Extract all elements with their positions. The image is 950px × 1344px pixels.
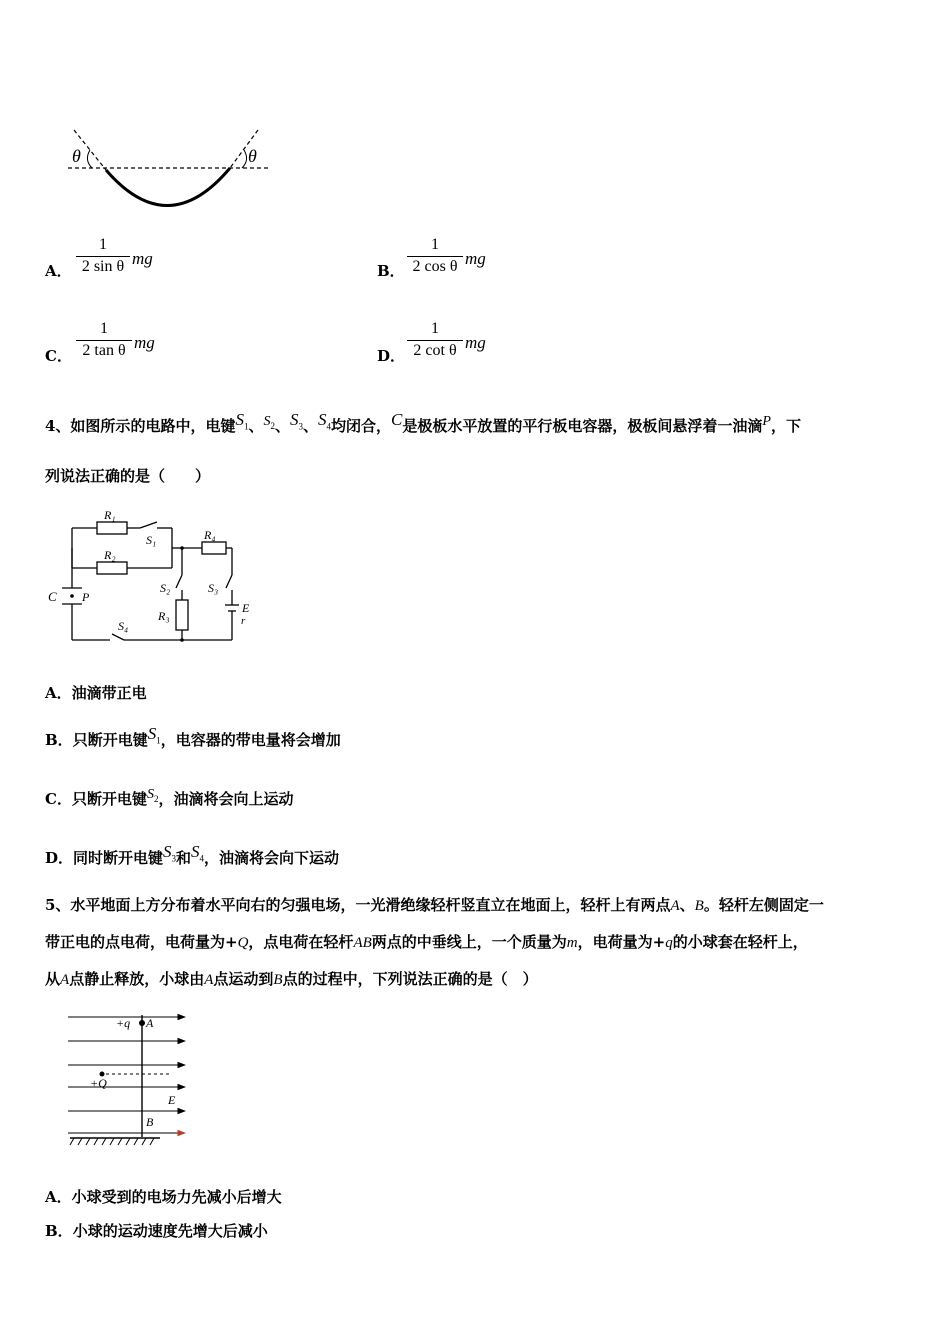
s3-letter: S	[163, 842, 172, 861]
text: 5、水平地面上方分布着水平向右的匀强电场，一光滑绝缘轻杆竖直立在地面上，轻杆上有两点	[45, 896, 671, 914]
c-symbol: C	[391, 410, 403, 429]
s3-subscript: 3	[298, 421, 303, 432]
q3-option-b-fraction	[407, 236, 463, 276]
resistor-r2	[97, 562, 127, 574]
label-r1: R₁	[104, 508, 116, 522]
switch-s1-blade	[140, 522, 157, 528]
text: 点运动到	[213, 970, 274, 988]
resistor-r3	[176, 600, 188, 630]
switch-s4-blade	[112, 634, 124, 640]
q4-option-a[interactable]	[45, 683, 147, 703]
label-plus-big-q: +Q	[90, 1076, 107, 1090]
q5-stem-line2	[45, 932, 808, 953]
fraction-denominator: 2 cos θ	[412, 258, 458, 275]
q4-stem-part3: 是极板水平放置的平行板电容器，极板间悬浮着一油滴	[402, 417, 763, 435]
ball-at-a	[139, 1020, 145, 1026]
theta-left-label: θ	[72, 146, 81, 166]
resistor-r4	[202, 542, 226, 554]
s3-symbol	[289, 410, 303, 432]
option-label: C．	[45, 790, 72, 808]
option-text-post: ，油滴将会向下运动	[204, 849, 340, 867]
s4-subscript: 4	[199, 853, 205, 864]
q3-option-d-fraction	[407, 320, 463, 360]
option-text-post: ，电容器的带电量将会增加	[160, 731, 341, 749]
text: ，点电荷在轻杆	[248, 933, 354, 951]
s1-symbol	[147, 724, 161, 746]
fraction-denominator: 2 sin θ	[81, 258, 125, 275]
rope-curve	[106, 168, 230, 206]
text: 的小球套在轻杆上，	[672, 933, 808, 951]
s4-letter: S	[191, 842, 200, 861]
label-plus-q: +q	[116, 1016, 131, 1030]
option-label: B．	[45, 731, 73, 749]
q4-stem-line2: 列说法正确的是（ ）	[45, 467, 211, 485]
s4-subscript: 4	[326, 421, 331, 432]
s3-symbol	[163, 842, 177, 864]
q4-option-c[interactable]	[45, 789, 293, 815]
label-s2: S₂	[160, 581, 171, 595]
option-text: 小球受到的电场力先减小后增大	[71, 1188, 282, 1206]
s4-symbol	[318, 410, 331, 432]
right-angle-arc	[242, 150, 247, 168]
fraction-numerator: 1	[431, 320, 439, 337]
s1-letter: S	[147, 724, 157, 743]
label-a: A	[146, 1016, 154, 1030]
s3-letter: S	[289, 410, 299, 429]
option-label: B．	[45, 1222, 73, 1240]
segment-ab: AB	[353, 935, 372, 951]
fraction-bar	[407, 340, 463, 341]
point-a: A	[204, 972, 214, 988]
q3-option-a-mg: mg	[132, 249, 153, 268]
point-b: B	[694, 898, 704, 914]
option-text-pre: 只断开电键	[72, 731, 148, 749]
label-c: C	[48, 589, 57, 604]
s4-symbol	[191, 842, 205, 864]
resistor-r1	[97, 522, 127, 534]
s2-subscript: 2	[153, 793, 159, 804]
label-r4: R₄	[204, 528, 216, 542]
label-s4: S₄	[118, 619, 129, 633]
q4-option-d[interactable]	[45, 842, 340, 874]
q3-option-c-fraction	[76, 320, 132, 360]
s2-letter: S	[146, 787, 154, 802]
q3-option-b-label[interactable]: B．	[377, 262, 405, 280]
q3-option-c-mg: mg	[134, 333, 155, 352]
label-s3: S₃	[208, 581, 219, 595]
q4-stem-part2: 均闭合，	[331, 417, 392, 435]
text: 两点的中垂线上，一个质量为	[371, 933, 567, 951]
s1-symbol	[235, 410, 249, 432]
q3-option-d-label[interactable]: D．	[377, 347, 406, 365]
electric-field-diagram	[60, 1005, 205, 1153]
option-text-post: ，油滴将会向上运动	[158, 790, 294, 808]
text: 、	[679, 896, 695, 914]
label-r3: R₃	[158, 609, 170, 623]
option-label: A．	[45, 1188, 72, 1206]
s1-subscript: 1	[243, 421, 249, 432]
q4-stem-part4: ，下	[770, 417, 801, 435]
q5-option-a[interactable]	[45, 1187, 282, 1207]
switch-s3-blade	[226, 575, 232, 588]
text: 点静止释放，小球由	[69, 970, 205, 988]
q5-option-b[interactable]	[45, 1221, 268, 1241]
q3-option-a-fraction	[76, 236, 130, 276]
option-text: 油滴带正电	[71, 684, 147, 702]
fraction-numerator: 1	[431, 236, 439, 253]
option-text-mid: 和	[176, 849, 192, 867]
fraction-bar	[76, 256, 130, 257]
separator: 、	[274, 417, 290, 435]
s2-letter: S	[263, 414, 271, 429]
q4-stem-line1	[45, 410, 801, 442]
rope-diagram	[60, 120, 280, 220]
charge-q-small: q	[665, 935, 673, 951]
label-e: E	[242, 601, 250, 615]
point-b: B	[273, 972, 283, 988]
fraction-denominator: 2 cot θ	[413, 342, 457, 359]
s1-subscript: 1	[156, 735, 161, 746]
fraction-denominator: 2 tan θ	[82, 342, 126, 359]
label-r-internal: r	[241, 615, 246, 627]
q4-stem-part1: 4、如图所示的电路中，电键	[45, 417, 236, 435]
separator: 、	[248, 417, 264, 435]
option-text-pre: 同时断开电键	[73, 849, 164, 867]
option-label: D．	[45, 849, 74, 867]
text: 。轻杆左侧固定一	[703, 896, 824, 914]
s3-subscript: 3	[171, 853, 177, 864]
q3-option-a-label[interactable]: A．	[45, 262, 72, 280]
point-a: A	[670, 898, 680, 914]
fraction-numerator: 1	[100, 320, 108, 337]
q4-option-b[interactable]	[45, 724, 341, 756]
oil-drop-dot	[70, 594, 74, 598]
point-a: A	[60, 972, 70, 988]
q3-option-d-mg: mg	[465, 333, 486, 352]
theta-right-label: θ	[248, 146, 257, 166]
text: 带正电的点电荷，电荷量为+	[45, 933, 238, 951]
s2-subscript: 2	[270, 420, 275, 431]
fraction-bar	[407, 256, 463, 257]
option-text: 小球的运动速度先增大后减小	[72, 1222, 268, 1240]
text: ，电荷量为+	[577, 933, 666, 951]
s2-symbol	[263, 414, 275, 429]
mass-m: m	[566, 935, 578, 951]
option-text-pre: 只断开电键	[71, 790, 147, 808]
s4-letter: S	[318, 410, 327, 429]
label-e: E	[168, 1093, 176, 1107]
charge-q-big: Q	[237, 935, 249, 951]
p-symbol: P	[762, 414, 771, 429]
label-b: B	[146, 1115, 154, 1129]
option-label: A．	[45, 684, 72, 702]
label-s1: S₁	[146, 533, 157, 547]
separator: 、	[302, 417, 318, 435]
text: 从	[45, 970, 61, 988]
s2-symbol	[147, 787, 159, 802]
fraction-bar	[76, 340, 132, 341]
circuit-diagram	[42, 500, 262, 650]
switch-s2-blade	[176, 575, 182, 588]
q5-stem-line3	[45, 969, 538, 990]
label-r2: R₂	[104, 548, 116, 562]
q3-option-c-label[interactable]: C．	[45, 347, 72, 365]
label-p: P	[82, 590, 90, 604]
text: 点的过程中，下列说法正确的是（ ）	[282, 970, 538, 988]
q5-stem-line1	[45, 895, 824, 916]
q3-option-b-mg: mg	[465, 249, 486, 268]
fraction-numerator: 1	[99, 236, 107, 253]
left-angle-arc	[87, 150, 92, 168]
s1-letter: S	[235, 410, 244, 429]
